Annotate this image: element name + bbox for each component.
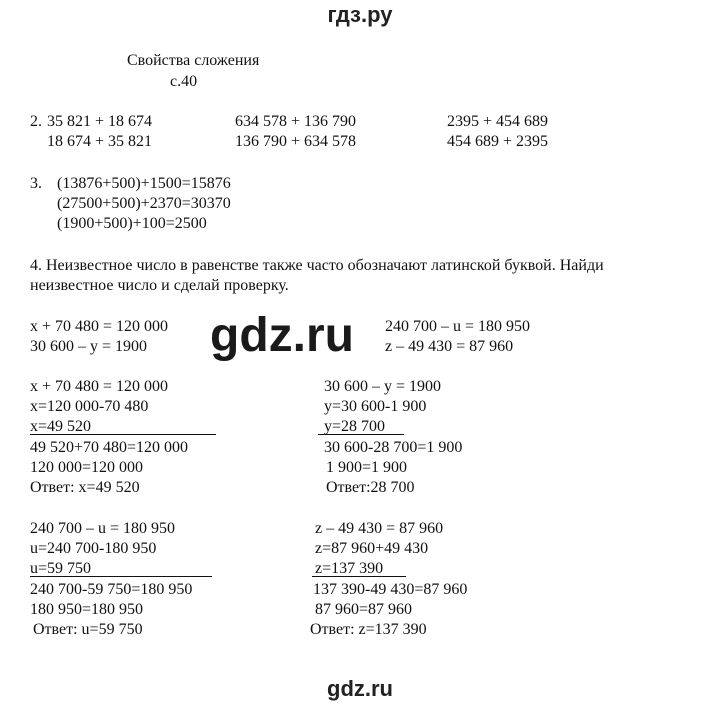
task4-equation-z: z – 49 430 = 87 960 xyxy=(385,338,514,355)
task3-line2: (27500+500)+2370=30370 xyxy=(57,195,231,212)
solution-x-line3: x=49 520 xyxy=(30,418,92,435)
solution-y-line2: y=30 600-1 900 xyxy=(324,398,427,415)
task4-text-line2: неизвестное число и сделай проверку. xyxy=(30,277,289,294)
page-reference: с.40 xyxy=(170,73,198,90)
solution-y-line3: y=28 700 xyxy=(324,418,386,435)
solution-u-line5: 180 950=180 950 xyxy=(30,601,144,618)
task2-col1-line1: 35 821 + 18 674 xyxy=(47,113,153,130)
task2-number: 2. xyxy=(30,113,42,130)
solution-u-line1: 240 700 – u = 180 950 xyxy=(30,520,176,537)
task2-col2-line2: 136 790 + 634 578 xyxy=(235,133,357,150)
task3-line3: (1900+500)+100=2500 xyxy=(57,215,207,232)
solution-y-answer: Ответ:28 700 xyxy=(326,479,415,496)
task4-equation-y: 30 600 – y = 1900 xyxy=(30,338,148,355)
task2-col3-line2: 454 689 + 2395 xyxy=(447,133,549,150)
solution-x-line2: x=120 000-70 480 xyxy=(30,398,149,415)
solution-y-line5: 1 900=1 900 xyxy=(326,459,408,476)
solution-y-rule xyxy=(318,434,404,435)
solution-z-line3: z=137 390 xyxy=(315,560,384,577)
task3-number: 3. xyxy=(30,175,42,192)
solution-z-answer: Ответ: z=137 390 xyxy=(310,621,427,638)
task3-line1: (13876+500)+1500=15876 xyxy=(57,175,231,192)
solution-y-line1: 30 600 – y = 1900 xyxy=(324,378,442,395)
solution-z-line1: z – 49 430 = 87 960 xyxy=(315,520,444,537)
solution-y-line4: 30 600-28 700=1 900 xyxy=(324,439,463,456)
task2-col1-line2: 18 674 + 35 821 xyxy=(47,133,153,150)
task2-col2-line1: 634 578 + 136 790 xyxy=(235,113,357,130)
solution-z-rule xyxy=(312,576,406,577)
watermark: gdz.ru xyxy=(210,309,354,362)
solution-u-line2: u=240 700-180 950 xyxy=(30,540,157,557)
solution-x-line1: x + 70 480 = 120 000 xyxy=(30,378,169,395)
task2-col3-line1: 2395 + 454 689 xyxy=(447,113,549,130)
site-title-bottom: gdz.ru xyxy=(327,676,393,701)
solution-u-line3: u=59 750 xyxy=(30,560,92,577)
task4-text-line1: 4. Неизвестное число в равенстве также часто обозначают латинской буквой. Найди xyxy=(30,257,604,274)
site-title-top: гдз.ру xyxy=(327,2,393,27)
task4-equation-u: 240 700 – u = 180 950 xyxy=(385,318,531,335)
solution-x-answer: Ответ: x=49 520 xyxy=(30,479,140,496)
task4-equation-x: x + 70 480 = 120 000 xyxy=(30,318,169,335)
solution-x-line4: 49 520+70 480=120 000 xyxy=(30,439,189,456)
solution-z-line5: 87 960=87 960 xyxy=(315,601,413,618)
solution-u-answer: Ответ: u=59 750 xyxy=(33,621,143,638)
section-heading: Свойства сложения xyxy=(127,52,260,69)
solution-z-line2: z=87 960+49 430 xyxy=(315,540,429,557)
solution-u-rule xyxy=(30,576,212,577)
solution-u-line4: 240 700-59 750=180 950 xyxy=(30,581,193,598)
solution-x-line5: 120 000=120 000 xyxy=(30,459,144,476)
solution-x-rule xyxy=(30,434,216,435)
solution-z-line4: 137 390-49 430=87 960 xyxy=(313,581,468,598)
